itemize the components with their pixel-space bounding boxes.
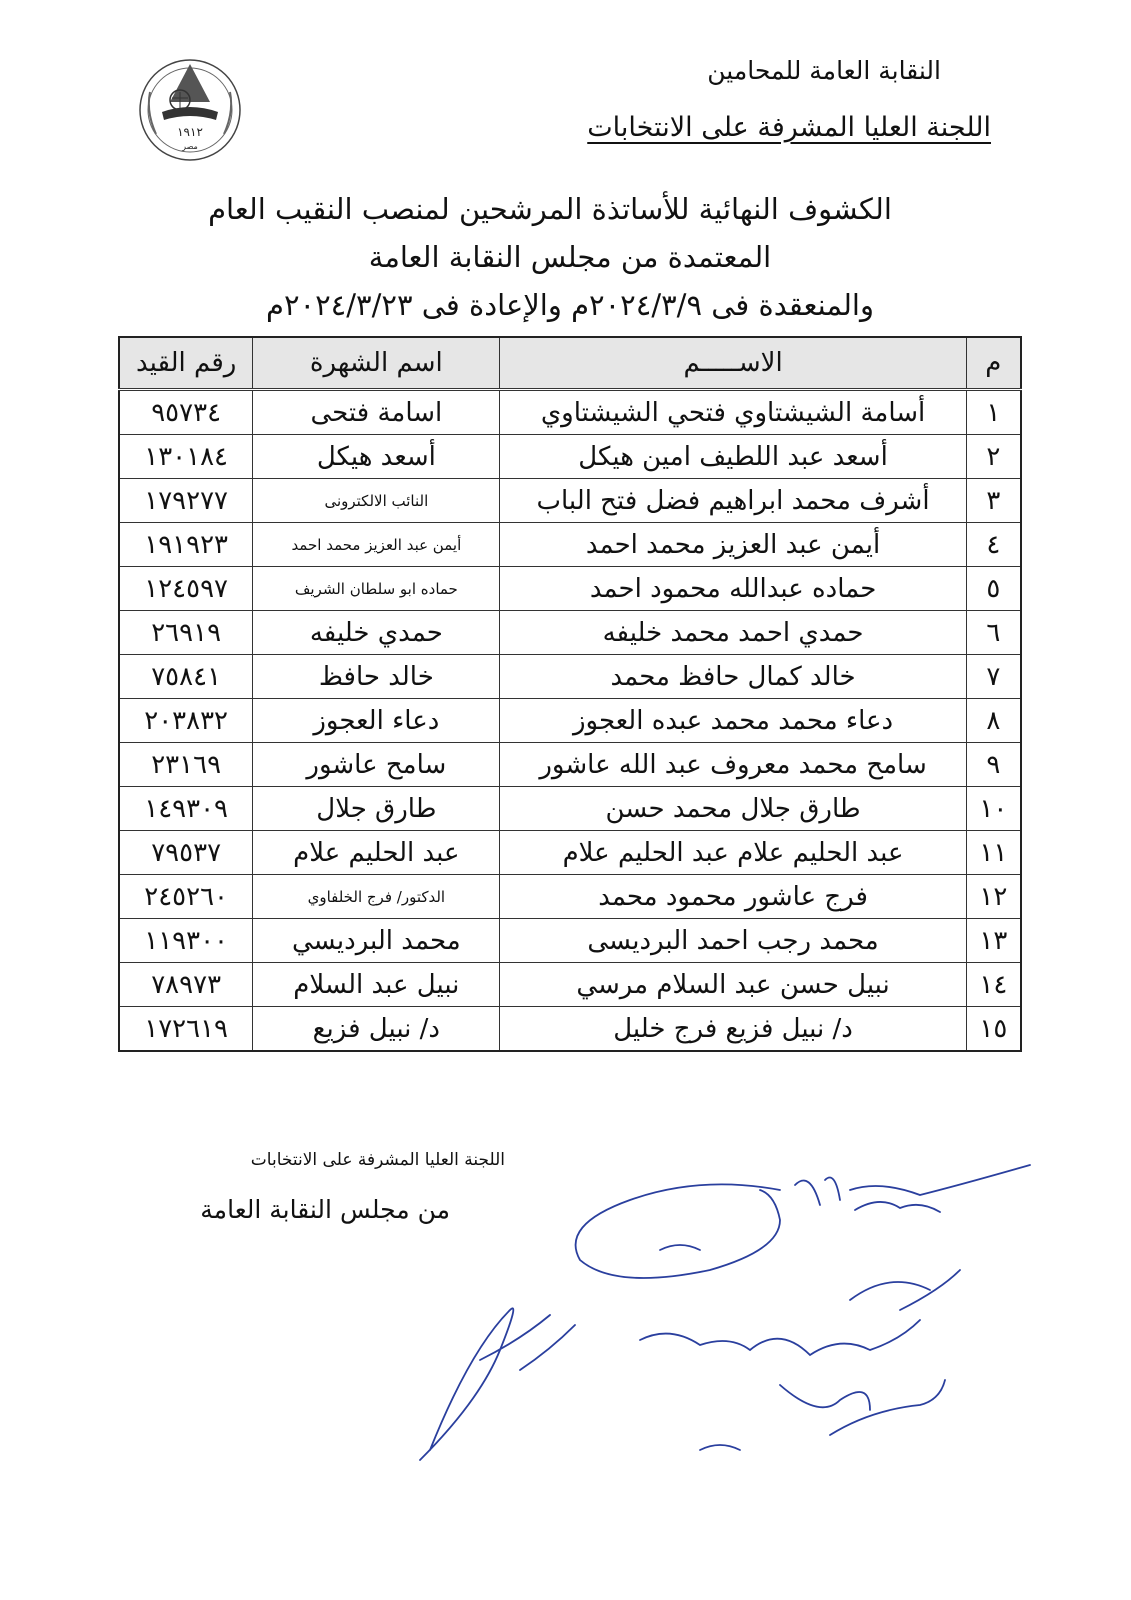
- candidate-name: دعاء محمد محمد عبده العجوز: [500, 699, 966, 743]
- candidate-name: أشرف محمد ابراهيم فضل فتح الباب: [500, 479, 966, 523]
- table-row: [119, 919, 1021, 963]
- registration-number: ٧٥٨٤١: [119, 655, 253, 699]
- committee-name: اللجنة العليا المشرفة على الانتخابات: [587, 112, 991, 143]
- candidate-fame-name: النائب الالكترونى: [253, 479, 500, 523]
- table-row: [119, 611, 1021, 655]
- row-index: ١: [966, 390, 1021, 435]
- candidate-fame-name: نبيل عبد السلام: [253, 963, 500, 1007]
- candidate-name: خالد كمال حافظ محمد: [500, 655, 966, 699]
- row-index: ١١: [966, 831, 1021, 875]
- candidate-name: حمدي احمد محمد خليفه: [500, 611, 966, 655]
- candidate-name: سامح محمد معروف عبد الله عاشور: [500, 743, 966, 787]
- candidates-table: [118, 336, 1022, 1052]
- registration-number: ٢٠٣٨٣٢: [119, 699, 253, 743]
- candidate-fame-name: أيمن عبد العزيز محمد احمد: [253, 523, 500, 567]
- candidate-fame-name: حمدي خليفه: [253, 611, 500, 655]
- header-registration-number: رقم القيد: [119, 337, 253, 390]
- row-index: ٧: [966, 655, 1021, 699]
- row-index: ١٠: [966, 787, 1021, 831]
- candidate-fame-name: اسامة فتحى: [253, 390, 500, 435]
- table-row: [119, 699, 1021, 743]
- table-row: [119, 787, 1021, 831]
- registration-number: ٧٩٥٣٧: [119, 831, 253, 875]
- row-index: ١٥: [966, 1007, 1021, 1052]
- org-name: النقابة العامة للمحامين: [707, 56, 941, 85]
- table-row: [119, 743, 1021, 787]
- candidate-name: أسامة الشيشتاوي فتحي الشيشتاوي: [500, 390, 966, 435]
- row-index: ٤: [966, 523, 1021, 567]
- candidate-name: د/ نبيل فزيع فرج خليل: [500, 1007, 966, 1052]
- registration-number: ١٩١٩٢٣: [119, 523, 253, 567]
- candidate-fame-name: الدكتور/ فرج الخلفاوي: [253, 875, 500, 919]
- row-index: ٥: [966, 567, 1021, 611]
- registration-number: ١٢٤٥٩٧: [119, 567, 253, 611]
- registration-number: ١٤٩٣٠٩: [119, 787, 253, 831]
- footer-council: من مجلس النقابة العامة: [200, 1195, 450, 1224]
- table-row: [119, 435, 1021, 479]
- table-row: [119, 567, 1021, 611]
- table-row: [119, 390, 1021, 435]
- registration-number: ٧٨٩٧٣: [119, 963, 253, 1007]
- candidate-name: حماده عبدالله محمود احمد: [500, 567, 966, 611]
- row-index: ٣: [966, 479, 1021, 523]
- footer-committee: اللجنة العليا المشرفة على الانتخابات: [250, 1150, 505, 1170]
- candidate-name: محمد رجب احمد البرديسى: [500, 919, 966, 963]
- title-line-1: الكشوف النهائية للأساتذة المرشحين لمنصب النقيب العام: [208, 192, 892, 226]
- table-row: [119, 523, 1021, 567]
- registration-number: ٢٦٩١٩: [119, 611, 253, 655]
- registration-number: ١٧٢٦١٩: [119, 1007, 253, 1052]
- registration-number: ٩٥٧٣٤: [119, 390, 253, 435]
- row-index: ١٤: [966, 963, 1021, 1007]
- table-row: [119, 875, 1021, 919]
- registration-number: ٢٤٥٢٦٠: [119, 875, 253, 919]
- header-fame-name: اسم الشهرة: [253, 337, 500, 390]
- registration-number: ١١٩٣٠٠: [119, 919, 253, 963]
- registration-number: ١٧٩٢٧٧: [119, 479, 253, 523]
- header-index: م: [966, 337, 1021, 390]
- row-index: ١٢: [966, 875, 1021, 919]
- candidate-name: فرج عاشور محمود محمد: [500, 875, 966, 919]
- row-index: ٢: [966, 435, 1021, 479]
- syndicate-logo-seal: [132, 52, 248, 172]
- header-name: الاســـــم: [500, 337, 966, 390]
- title-line-2: المعتمدة من مجلس النقابة العامة: [368, 240, 772, 274]
- candidate-name: أيمن عبد العزيز محمد احمد: [500, 523, 966, 567]
- table-row: [119, 655, 1021, 699]
- candidate-fame-name: طارق جلال: [253, 787, 500, 831]
- candidate-fame-name: سامح عاشور: [253, 743, 500, 787]
- table-row: [119, 963, 1021, 1007]
- candidate-name: أسعد عبد اللطيف امين هيكل: [500, 435, 966, 479]
- svg-text:١٩١٢: ١٩١٢: [177, 125, 203, 139]
- row-index: ٦: [966, 611, 1021, 655]
- candidate-fame-name: أسعد هيكل: [253, 435, 500, 479]
- candidate-fame-name: عبد الحليم علام: [253, 831, 500, 875]
- row-index: ٨: [966, 699, 1021, 743]
- candidate-fame-name: محمد البرديسي: [253, 919, 500, 963]
- candidate-fame-name: د/ نبيل فزيع: [253, 1007, 500, 1052]
- registration-number: ١٣٠١٨٤: [119, 435, 253, 479]
- handwritten-signatures: [400, 1150, 1100, 1520]
- title-line-3: والمنعقدة فى ٢٠٢٤/٣/٩م والإعادة فى ٢٠٢٤/٣/٢٣م: [265, 288, 874, 322]
- registration-number: ٢٣١٦٩: [119, 743, 253, 787]
- candidate-name: عبد الحليم علام عبد الحليم علام: [500, 831, 966, 875]
- table-row: [119, 831, 1021, 875]
- table-header-row: [119, 337, 1021, 390]
- candidate-name: طارق جلال محمد حسن: [500, 787, 966, 831]
- candidate-name: نبيل حسن عبد السلام مرسي: [500, 963, 966, 1007]
- row-index: ١٣: [966, 919, 1021, 963]
- candidate-fame-name: حماده ابو سلطان الشريف: [253, 567, 500, 611]
- table-row: [119, 1007, 1021, 1052]
- row-index: ٩: [966, 743, 1021, 787]
- candidate-fame-name: خالد حافظ: [253, 655, 500, 699]
- svg-text:مصر: مصر: [182, 142, 198, 151]
- candidate-fame-name: دعاء العجوز: [253, 699, 500, 743]
- table-row: [119, 479, 1021, 523]
